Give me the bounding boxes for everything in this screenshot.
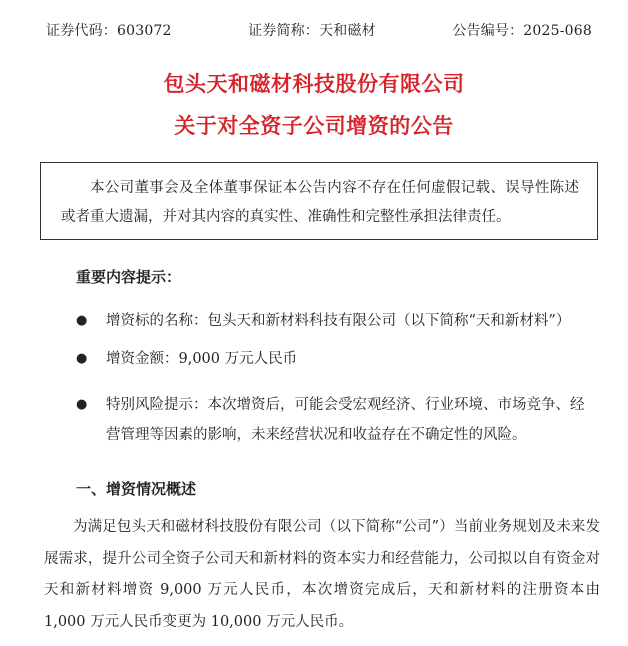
section-paragraph: 为满足包头天和磁材科技股份有限公司（以下简称“公司”）当前业务规划及未来发展需求，提升公司全资子公司天和新材料的资本实力和经营能力，公司拟以自有资金对天和新材料增资 9,000 万元人民币，本次增资完成后，天和新材料的注册资本由 1,000 万元人民币变更为 10,000 万元人民币。: [44, 519, 600, 630]
bullet-item: [76, 344, 598, 374]
bullet-icon: ●: [76, 397, 88, 412]
important-heading: 重要内容提示：: [76, 268, 182, 286]
bullet-text: 增资金额：9,000 万元人民币: [106, 351, 298, 367]
announcement-title: 关于对全资子公司增资的公告: [174, 114, 454, 138]
announcement-number: 公告编号：2025-068: [452, 23, 592, 39]
bullet-icon: ●: [76, 351, 88, 366]
document-header: [46, 20, 592, 40]
bullet-text: 特别风险提示：本次增资后，可能会受宏观经济、行业环境、市场竞争、经营管理等因素的影响，未来经营状况和收益存在不确定性的风险。: [106, 397, 585, 443]
section-heading: 一、增资情况概述: [76, 480, 197, 498]
company-title: 包头天和磁材科技股份有限公司: [163, 72, 465, 96]
board-statement-box: 本公司董事会及全体董事保证本公告内容不存在任何虚假记载、误导性陈述或者重大遗漏，并对其内容的真实性、准确性和完整性承担法律责任。: [40, 162, 598, 240]
bullet-icon: ●: [76, 313, 88, 328]
bullet-text: 增资标的名称：包头天和新材料科技有限公司（以下简称“天和新材料”）: [106, 313, 571, 329]
stock-short-name: 证券简称：天和磁材: [248, 23, 376, 39]
bullet-item: [76, 306, 598, 336]
stock-code: 证券代码：603072: [46, 23, 172, 39]
bullet-item: [76, 390, 598, 450]
